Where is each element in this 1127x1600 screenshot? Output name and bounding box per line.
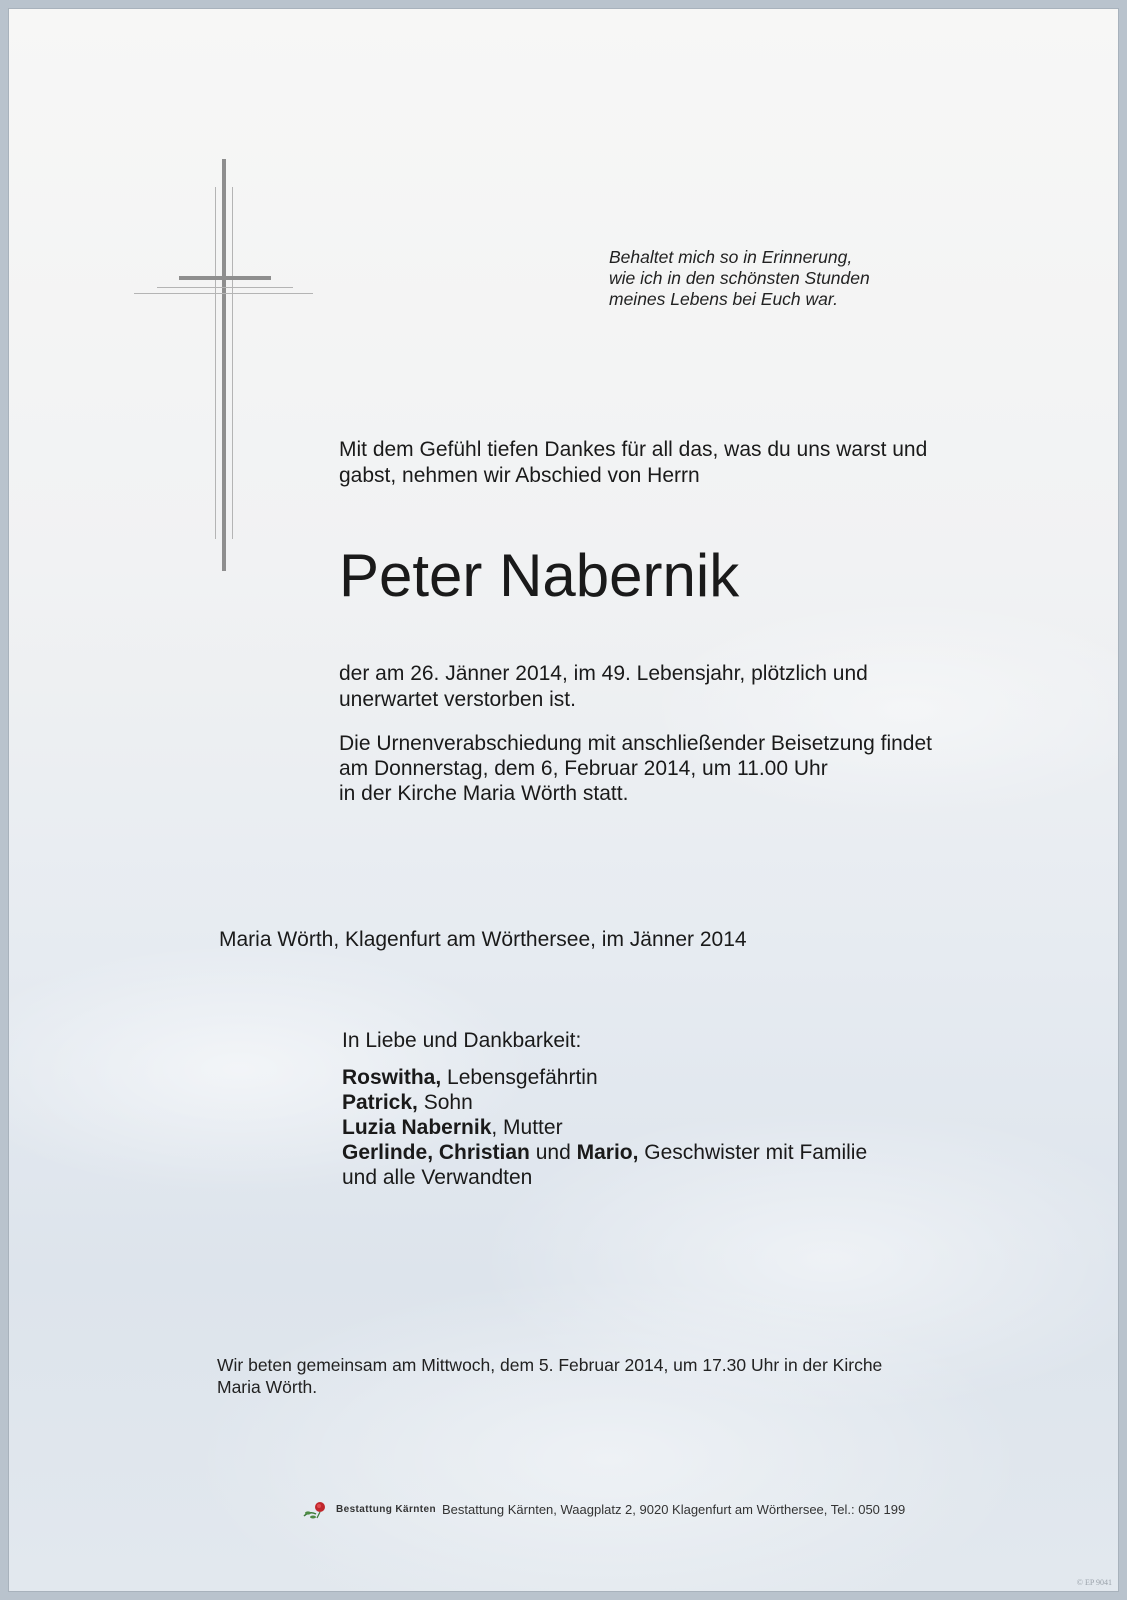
prayer-notice xyxy=(217,1354,977,1398)
funeral-line: in der Kirche Maria Wörth statt. xyxy=(339,782,629,805)
footer-address: Bestattung Kärnten, Waagplatz 2, 9020 Klagenfurt am Wörthersee, Tel.: 050 199 xyxy=(441,1501,906,1517)
mourner-row xyxy=(342,1065,1062,1090)
mourner-relation: Lebensgefährtin xyxy=(441,1066,598,1089)
quote-line: wie ich in den schönsten Stunden xyxy=(609,268,870,288)
intro-line: Mit dem Gefühl tiefen Dankes für all das, was du uns warst und xyxy=(339,438,928,461)
mourner-connector: und xyxy=(529,1141,577,1164)
mourner-name: Roswitha, xyxy=(342,1066,442,1089)
mourner-name: Mario, xyxy=(576,1141,639,1164)
funeral-line: am Donnerstag, dem 6, Februar 2014, um 11.00 Uhr xyxy=(339,757,828,780)
death-details xyxy=(339,661,999,713)
intro-text xyxy=(339,437,999,489)
deceased-name: Peter Nabernik xyxy=(339,542,740,609)
mourner-text: und alle Verwandten xyxy=(342,1166,533,1189)
prayer-line: Wir beten gemeinsam am Mittwoch, dem 5. Februar 2014, um 17.30 Uhr in der Kirche xyxy=(217,1355,883,1375)
mourner-row xyxy=(342,1140,1062,1165)
quote-line: meines Lebens bei Euch war. xyxy=(609,289,838,309)
obituary-page xyxy=(8,8,1119,1592)
mourners-list xyxy=(342,1065,1062,1190)
funeral-line: Die Urnenverabschiedung mit anschließender Beisetzung findet xyxy=(339,732,933,755)
funeral-home-footer xyxy=(302,1497,905,1521)
place-date: Maria Wörth, Klagenfurt am Wörthersee, im Jänner 2014 xyxy=(219,928,747,951)
mourners-heading: In Liebe und Dankbarkeit: xyxy=(342,1029,582,1052)
logo-text: Bestattung Kärnten xyxy=(336,1503,436,1515)
funeral-details xyxy=(339,731,1039,806)
intro-line: gabst, nehmen wir Abschied von Herrn xyxy=(339,464,700,487)
rose-logo-icon xyxy=(302,1498,330,1520)
mourner-relation: Geschwister mit Familie xyxy=(638,1141,868,1164)
quote-line: Behaltet mich so in Erinnerung, xyxy=(609,247,853,267)
mourner-name: Luzia Nabernik xyxy=(342,1116,492,1139)
mourner-name: Gerlinde, Christian xyxy=(342,1141,530,1164)
corner-code: © EP 9041 xyxy=(1076,1578,1112,1587)
prayer-line: Maria Wörth. xyxy=(217,1377,318,1397)
death-line: der am 26. Jänner 2014, im 49. Lebensjahr, plötzlich und xyxy=(339,662,868,685)
mourner-row xyxy=(342,1090,1062,1115)
mourner-name: Patrick, xyxy=(342,1091,418,1114)
mourner-row xyxy=(342,1115,1062,1140)
death-line: unerwartet verstorben ist. xyxy=(339,688,576,711)
memorial-quote xyxy=(609,247,939,310)
mourner-relation: Sohn xyxy=(417,1091,473,1114)
cross-icon xyxy=(127,159,313,571)
mourner-row xyxy=(342,1165,1062,1190)
mourner-relation: , Mutter xyxy=(491,1116,563,1139)
